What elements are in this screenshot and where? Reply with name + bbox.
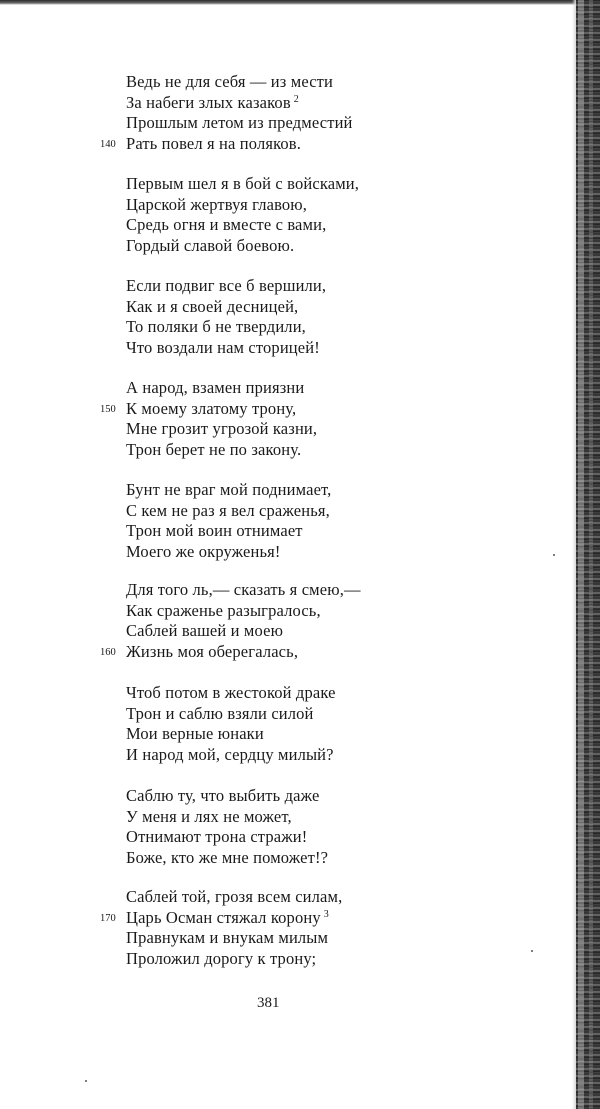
- page-number: 381: [257, 995, 280, 1011]
- verse-text: Трон берет не по закону.: [126, 439, 302, 459]
- print-speck: [531, 950, 533, 952]
- verse-line: [126, 827, 328, 848]
- verse-text: Что воздали нам сторицей!: [126, 337, 320, 357]
- verse-text: Правнукам и внукам милым: [126, 928, 329, 947]
- verse-line: [126, 521, 331, 542]
- line-number: 160: [100, 646, 116, 658]
- verse-line: [126, 807, 328, 828]
- verse-line: [126, 378, 317, 399]
- verse-line: [126, 174, 359, 195]
- verse-line: [126, 501, 331, 522]
- verse-text: Жизнь моя оберегалась,: [126, 641, 299, 661]
- verse-line: [126, 724, 336, 745]
- verse-text: Чтоб потом в жестокой драке: [126, 683, 336, 702]
- verse-text: Если подвиг все б вершили,: [126, 276, 327, 295]
- verse-line: [126, 195, 359, 216]
- verse-text: Боже, кто же мне поможет!?: [126, 847, 329, 867]
- verse-line: [126, 704, 336, 725]
- verse-text: Для того ль,— сказать я смею,—: [126, 580, 361, 599]
- verse-text: Мне грозит угрозой казни,: [126, 419, 318, 438]
- stanza: [126, 480, 331, 562]
- verse-text: С кем не раз я вел сраженья,: [126, 500, 330, 520]
- verse-line: [126, 317, 326, 338]
- verse-text: Отнимают трона стражи!: [126, 827, 308, 846]
- verse-text: Первым шел я в бой с войсками,: [126, 174, 360, 193]
- verse-text: Как сраженье разыгралось,: [126, 600, 321, 620]
- verse-text: То поляки б не твердили,: [126, 317, 306, 336]
- verse-line: [126, 93, 353, 114]
- verse-line: [126, 786, 328, 807]
- verse-line: [126, 215, 359, 236]
- stanza: [100, 378, 318, 460]
- stanza: [126, 174, 359, 256]
- verse-text: А народ, взамен приязни: [126, 378, 305, 397]
- verse-text: Трон мой воин отнимает: [126, 521, 303, 540]
- verse-line: [126, 928, 342, 949]
- verse-text: Саблей той, грозя всем силам,: [126, 887, 343, 906]
- verse-text: Гордый славой боевою.: [126, 235, 295, 255]
- line-number: 140: [100, 138, 116, 150]
- verse-line: [100, 641, 361, 663]
- verse-line: [126, 621, 361, 642]
- stanza: [126, 786, 328, 868]
- verse-line: [126, 419, 317, 440]
- verse-line: [126, 480, 331, 501]
- stanza: [100, 887, 343, 969]
- stanza: [126, 276, 326, 358]
- verse-line: [126, 848, 328, 869]
- footnote-marker: 2: [293, 93, 299, 105]
- verse-line: [126, 276, 326, 297]
- verse-line: [100, 398, 317, 420]
- verse-text: Рать повел я на поляков.: [126, 133, 302, 153]
- print-speck: [553, 554, 555, 556]
- verse-text: Ведь не для себя — из мести: [126, 72, 334, 91]
- verse-text: И народ мой, сердцу милый?: [126, 744, 334, 764]
- verse-text: Трон и саблю взяли силой: [126, 703, 314, 723]
- verse-text: Мои верные юнаки: [126, 724, 264, 743]
- verse-line: [126, 297, 326, 318]
- verse-line: [126, 745, 336, 766]
- verse-text: Саблей вашей и моею: [126, 621, 284, 640]
- verse-text: За набеги злых казаков: [126, 92, 291, 112]
- verse-text: Царь Осман стяжал корону: [126, 907, 321, 927]
- page-top-shadow: [0, 0, 580, 5]
- verse-line: [126, 113, 353, 134]
- stanza: [100, 580, 361, 662]
- book-edge: [576, 0, 600, 1109]
- verse-line: [126, 72, 353, 93]
- verse-line: [126, 338, 326, 359]
- verse-text: Проложил дорогу к трону;: [126, 948, 317, 968]
- verse-line: [126, 542, 331, 563]
- verse-text: Как и я своей десницей,: [126, 296, 299, 316]
- verse-text: К моему златому трону,: [126, 398, 297, 418]
- verse-text: Царской жертвуя главою,: [126, 194, 308, 214]
- print-speck: [85, 1080, 87, 1082]
- verse-text: Прошлым летом из предместий: [126, 113, 353, 132]
- verse-line: [126, 683, 336, 704]
- verse-line: [126, 949, 342, 970]
- line-number: 170: [100, 912, 116, 924]
- footnote-marker: 3: [323, 908, 329, 920]
- stanza: [126, 683, 336, 765]
- verse-line: [126, 887, 342, 908]
- verse-line: [126, 601, 361, 622]
- verse-line: [126, 236, 359, 257]
- line-number: 150: [100, 403, 116, 415]
- verse-text: Саблю ту, что выбить даже: [126, 786, 320, 805]
- verse-text: У меня и лях не может,: [126, 806, 292, 826]
- verse-line: [126, 440, 317, 461]
- verse-text: Моего же окруженья!: [126, 541, 281, 561]
- verse-line: [126, 580, 361, 601]
- verse-text: Средь огня и вместе с вами,: [126, 215, 327, 234]
- verse-line: [100, 907, 342, 929]
- verse-text: Бунт не враг мой поднимает,: [126, 480, 332, 499]
- verse-line: [100, 133, 353, 155]
- stanza: [100, 72, 353, 154]
